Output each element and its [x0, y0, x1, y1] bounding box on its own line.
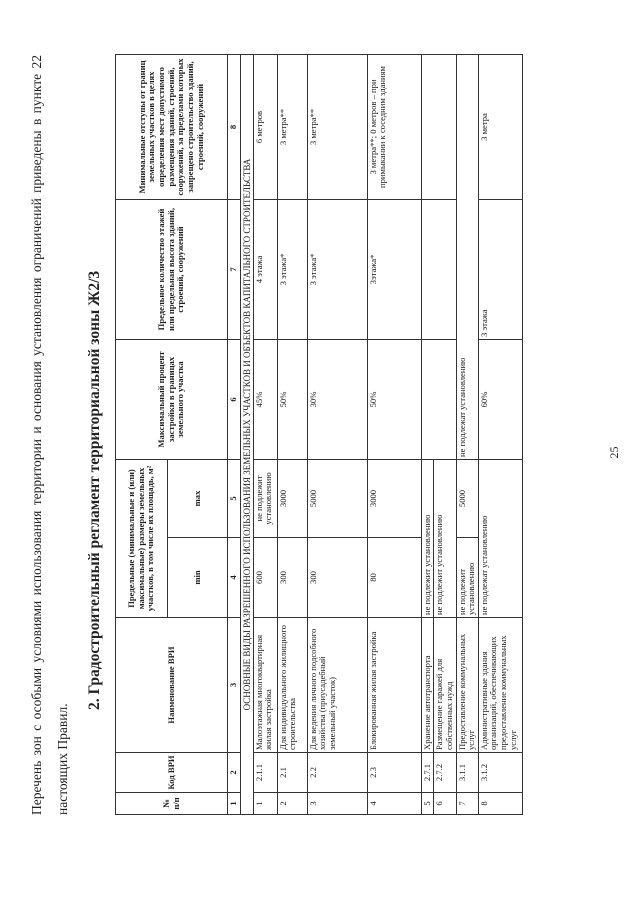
- table-row: [456, 54, 478, 814]
- row-floors: 3 этажа*: [307, 199, 367, 339]
- row-empty-cell: [421, 199, 456, 339]
- section-title: 2. Градостроительный регламент территориальной зоны Ж2/3: [86, 270, 103, 710]
- row-merged-value: не подлежит установлению: [434, 459, 456, 617]
- row-code: 2.3: [367, 753, 421, 793]
- row-floors: 3этажа*: [367, 199, 421, 339]
- row-num: 1: [253, 793, 277, 815]
- table-row: [367, 54, 421, 814]
- row-code: 2.2: [307, 753, 367, 793]
- row-name: Для ведения личного подсобного хозяйства (приусадебный земельный участок): [307, 618, 367, 753]
- col-number: 3: [228, 618, 241, 753]
- row-setback: 3 метра**; 0 метров – при примыкании к соседним зданиям: [367, 54, 421, 199]
- row-num: 3: [307, 793, 367, 815]
- col-number: 2: [228, 753, 241, 793]
- row-merged-value: не подлежат установлению: [456, 54, 478, 459]
- row-code: 2.7.1: [421, 753, 434, 793]
- row-floors: 4 этажа: [253, 199, 277, 339]
- row-percent: 30%: [307, 339, 367, 459]
- table-row: [277, 54, 307, 814]
- row-name: Хранение автотранспорта: [421, 618, 434, 753]
- row-empty-cell: [421, 339, 456, 459]
- row-min: 300: [307, 538, 367, 618]
- row-percent: 50%: [277, 339, 307, 459]
- row-code: 3.1.1: [456, 753, 478, 793]
- row-percent: 45%: [253, 339, 277, 459]
- header-percent: Максимальный процент застройки в границах земельного участка: [116, 339, 228, 459]
- row-percent: 50%: [367, 339, 421, 459]
- row-max: 3000: [277, 459, 307, 537]
- row-name: Размещение гаражей для собственных нужд: [434, 618, 456, 753]
- header-name: Наименование ВРИ: [116, 618, 228, 753]
- row-max: не подлежит установлению: [253, 459, 277, 537]
- header-size: Предельные (минимальные и (или) максимальные) размеры земельных участков, в том числе их площадь, м²: [116, 459, 168, 617]
- table-row: [478, 54, 522, 814]
- row-min: не подлежит установлению: [456, 538, 478, 618]
- row-setback: 3 метра: [478, 54, 522, 199]
- row-num: 6: [434, 793, 456, 815]
- row-merged-value: не подлежит установлению: [421, 459, 434, 617]
- table-row: [421, 54, 434, 814]
- row-setback: 3 метра**: [307, 54, 367, 199]
- row-code: 2.7.2: [434, 753, 456, 793]
- page-number: 25: [607, 446, 621, 459]
- column-numbers-row: [228, 54, 241, 814]
- row-name: Для индивидуального жилищного строительства: [277, 618, 307, 753]
- row-name: Предоставление коммунальных услуг: [456, 618, 478, 753]
- row-empty-cell: [421, 54, 456, 199]
- row-code: 2.1: [277, 753, 307, 793]
- section-row: [240, 54, 253, 814]
- regulation-table: [115, 54, 523, 815]
- row-max: 5000: [456, 459, 478, 537]
- col-number: 4: [228, 538, 241, 618]
- row-name: Административные здания организаций, обеспечивающих предоставление коммунальных услуг: [478, 618, 522, 753]
- header-setback: Минимальные отступы от границ земельных участков в целях определения мест допустимого размещения зданий, строений, сооружений, за пределами которых запрещено строительство зданий, строений, сооружений: [116, 54, 228, 199]
- table-row: [253, 54, 277, 814]
- row-setback: 6 метров: [253, 54, 277, 199]
- row-percent: 60%: [478, 339, 522, 459]
- header-floors: Предельное количество этажей или предельная высота зданий, строений, сооружений: [116, 199, 228, 339]
- row-merged-value: не подлежат установлению: [478, 459, 522, 617]
- row-name: Блокированная жилая застройка: [367, 618, 421, 753]
- row-min: 600: [253, 538, 277, 618]
- header-code: Код ВРИ: [116, 753, 228, 793]
- row-num: 4: [367, 793, 421, 815]
- row-floors: 3 этажа: [478, 199, 522, 339]
- col-number: 1: [228, 793, 241, 815]
- col-number: 5: [228, 459, 241, 537]
- intro-paragraph: Перечень зон с особыми условиями использования территории и основания установления ограничений приведены в пункте 22 настоящих Правил.: [29, 55, 70, 815]
- row-min: 300: [277, 538, 307, 618]
- row-num: 7: [456, 793, 478, 815]
- row-floors: 3 этажа*: [277, 199, 307, 339]
- table-row: [307, 54, 367, 814]
- row-max: 3000: [367, 459, 421, 537]
- row-name: Малоэтажная многоквартирная жилая застройка: [253, 618, 277, 753]
- col-number: 7: [228, 199, 241, 339]
- col-number: 8: [228, 54, 241, 199]
- header-num: № п/п: [116, 793, 228, 815]
- row-num: 2: [277, 793, 307, 815]
- col-number: 6: [228, 339, 241, 459]
- header-min: min: [168, 538, 228, 618]
- row-max: 5000: [307, 459, 367, 537]
- section-row-label: ОСНОВНЫЕ ВИДЫ РАЗРЕШЕННОГО ИСПОЛЬЗОВАНИЯ ЗЕМЕЛЬНЫХ УЧАСТКОВ И ОБЪЕКТОВ КАПИТАЛЬНОГО СТРОИТЕЛЬСТВА: [240, 54, 253, 814]
- row-num: 5: [421, 793, 434, 815]
- row-min: 80: [367, 538, 421, 618]
- row-code: 3.1.2: [478, 753, 522, 793]
- row-num: 8: [478, 793, 522, 815]
- row-setback: 3 метра**: [277, 54, 307, 199]
- row-code: 2.1.1: [253, 753, 277, 793]
- header-max: max: [168, 459, 228, 537]
